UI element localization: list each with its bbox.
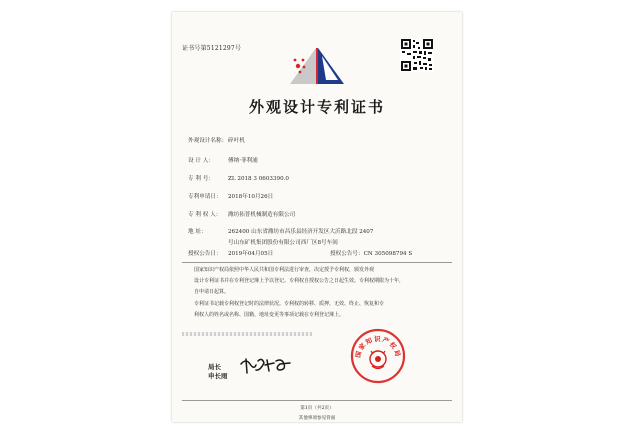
field-application-date — [188, 192, 273, 200]
page-indicator: 第1页（共2页） — [300, 406, 334, 411]
notice-line: 利权人的姓名或名称、国籍、地址变更等事项记载在专利登记簿上。 — [194, 311, 345, 318]
field-label: 授权公告日： — [188, 251, 222, 257]
notice-line: 自申请日起算。 — [194, 289, 230, 296]
field-value: 2018年10月26日 — [228, 194, 274, 200]
signature-title: 局长 — [208, 363, 221, 371]
barcode-strip — [182, 332, 312, 336]
field-patentee — [188, 210, 295, 218]
patent-certificate — [172, 12, 462, 422]
field-label: 专 利 号： — [188, 176, 214, 182]
notice-line: 国家知识产权局依照中华人民共和国专利法进行审查，决定授予专利权，颁发外观 — [194, 267, 375, 273]
field-grant-date — [188, 249, 273, 257]
address-line-2: 号山东矿机集团股份有限公司西厂区8号车间 — [228, 240, 338, 246]
notice-line: 专利证书记载专利权登记时的法律状况。专利权的转移、质押、无效、终止、恢复和专 — [194, 300, 385, 307]
notice-text — [194, 265, 446, 321]
signature-name: 申长雨 — [208, 372, 228, 380]
seal-text: 国家知识产权局 — [353, 335, 403, 359]
certificate-title: 外观设计专利证书 — [248, 98, 385, 116]
footer-note: 其他事项参见背面 — [298, 416, 336, 421]
patent-office-emblem — [286, 44, 348, 90]
qr-code — [400, 38, 434, 72]
field-value: 2019年04月05日 — [228, 251, 274, 257]
field-design-name — [188, 136, 245, 144]
field-designer — [188, 156, 258, 164]
field-label: 外观设计名称： — [188, 138, 228, 144]
field-value: 傅纳·菲利浦 — [228, 158, 258, 164]
divider-bottom — [182, 400, 452, 401]
handwritten-signature — [238, 355, 294, 375]
field-grant-number — [330, 249, 412, 257]
notice-line: 设计专利证书并在专利登记簿上予以登记。专利权自授权公告之日起生效。专利权期限为十年， — [194, 278, 405, 285]
address-line-1: 262400 山东省潍坊市昌乐县经济开发区大沂路北段 2407 — [228, 229, 374, 235]
field-label: 授权公告号： — [330, 251, 364, 257]
divider-top — [182, 262, 452, 263]
field-patent-number — [188, 174, 289, 182]
field-value: 碎叶机 — [228, 138, 245, 144]
official-red-seal — [350, 328, 406, 384]
field-value: CN 305098794 S — [363, 251, 413, 257]
field-label: 设 计 人： — [188, 158, 214, 164]
field-address-label: 地 址： — [188, 229, 207, 235]
certificate-number: 证书号第5121297号 — [182, 45, 242, 52]
field-value: 潍坊拓普机械制造有限公司 — [228, 212, 296, 218]
field-label: 专利申请日： — [188, 194, 222, 200]
field-value: ZL 2018 3 0603390.0 — [228, 176, 289, 182]
field-label: 专 利 权 人： — [188, 212, 222, 218]
